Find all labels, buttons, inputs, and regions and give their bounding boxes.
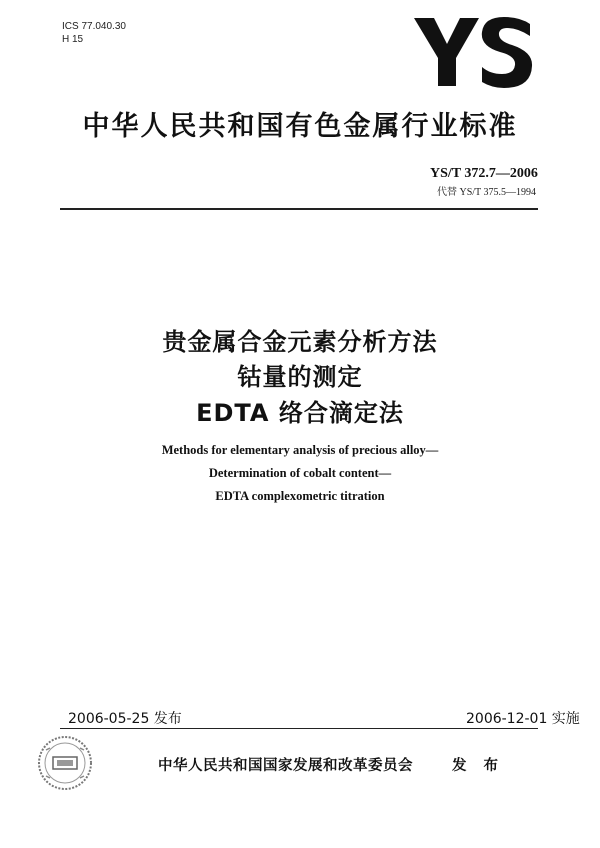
title-en-line-3: EDTA complexometric titration xyxy=(215,489,385,503)
classification-codes xyxy=(62,20,126,46)
title-en-line-2: Determination of cobalt content— xyxy=(208,466,392,480)
title-zh-line-3: EDTA 络合滴定法 xyxy=(196,399,404,427)
ccs-code: H 15 xyxy=(62,34,84,45)
replaces-standard: 代替 YS/T 375.5—1994 xyxy=(437,187,536,198)
title-zh-line-1: 贵金属合金元素分析方法 xyxy=(162,328,438,356)
official-seal-icon xyxy=(36,734,94,792)
publication-date: 2006-05-25 发布 xyxy=(68,711,182,727)
standard-category-title: 中华人民共和国有色金属行业标准 xyxy=(82,111,518,142)
implementation-date: 2006-12-01 实施 xyxy=(466,711,580,727)
standard-number: YS/T 372.7—2006 xyxy=(430,166,538,181)
header-divider xyxy=(60,208,538,210)
title-zh-line-2: 钴量的测定 xyxy=(237,363,363,391)
ics-code: ICS 77.040.30 xyxy=(62,21,126,32)
ys-logo xyxy=(412,14,534,88)
footer-divider xyxy=(60,728,538,729)
ys-logo-icon xyxy=(412,14,534,88)
issuing-authority: 中华人民共和国国家发展和改革委员会 xyxy=(158,758,413,774)
title-en-line-1: Methods for elementary analysis of precious alloy— xyxy=(161,443,439,457)
issue-label: 发 布 xyxy=(452,758,505,774)
